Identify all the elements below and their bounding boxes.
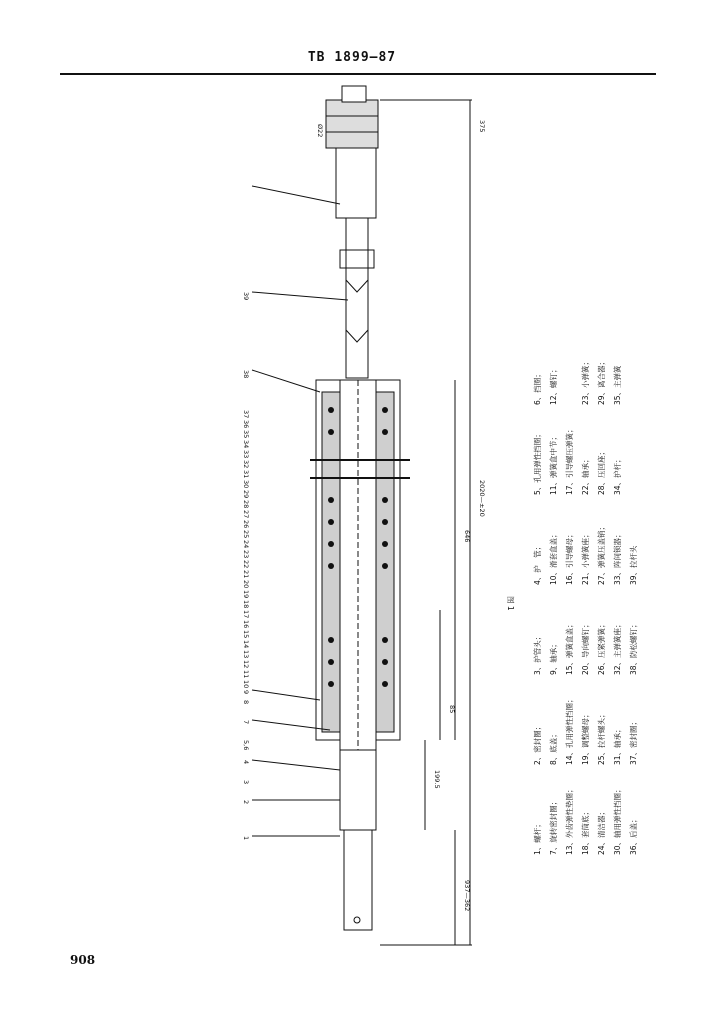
callout-38: 38: [242, 370, 250, 379]
legend-item: 37、密封圈；: [629, 717, 638, 765]
legend-item: 30、轴用弹性挡圈；: [613, 785, 622, 855]
callout-21: 21: [242, 570, 250, 579]
legend-item: 29、离合器；: [597, 357, 606, 405]
callout-10: 10: [242, 680, 250, 689]
legend-item: 11、弹簧盒中节；: [549, 432, 558, 495]
legend-item: 32、主弹簧座；: [613, 620, 622, 675]
callout-30: 30: [242, 480, 250, 489]
legend-item: 20、导向螺钉；: [581, 620, 590, 675]
callout-23: 23: [242, 550, 250, 559]
callout-5,6: 5,6: [242, 740, 250, 751]
callout-20: 20: [242, 580, 250, 589]
callout-1: 1: [242, 836, 250, 841]
callout-39: 39: [242, 292, 250, 301]
callout-32: 32: [242, 460, 250, 469]
figure-title: 图 1: [506, 596, 515, 611]
callout-28: 28: [242, 500, 250, 509]
legend-item: 9、轴承；: [549, 640, 558, 675]
legend-item: 34、护杆；: [613, 455, 622, 495]
legend-item: 3、护管头；: [533, 632, 542, 675]
dim-646: 646: [463, 530, 471, 543]
legend-item: 17、引导螺压弹簧；: [565, 425, 574, 495]
callout-12: 12: [242, 660, 250, 669]
dim-total: 2020—±20: [478, 480, 486, 517]
legend-item: 38、防松螺钉；: [629, 620, 638, 675]
callout-35: 35: [242, 430, 250, 439]
legend-item: 16、引导螺母；: [565, 530, 574, 585]
callout-2: 2: [242, 800, 250, 805]
legend-item: 15、弹簧盒盖；: [565, 620, 574, 675]
legend-item: 10、滑套盒盖；: [549, 530, 558, 585]
legend-item: 23、小弹簧；: [581, 357, 590, 405]
callout-13: 13: [242, 650, 250, 659]
callout-34: 34: [242, 440, 250, 449]
callout-16: 16: [242, 620, 250, 629]
dim-375: 375: [478, 120, 486, 133]
callout-19: 19: [242, 590, 250, 599]
legend-item: 33、阵间锁器；: [613, 530, 622, 585]
legend-item: 13、外齿弹性垫圈；: [565, 785, 574, 855]
legend-item: 24、清洁器；: [597, 807, 606, 855]
callout-22: 22: [242, 560, 250, 569]
dim-dia22: Ø22: [316, 124, 324, 138]
lower-rod: [340, 750, 376, 830]
legend-item: 12、螺钉；: [549, 365, 558, 405]
callout-25: 25: [242, 530, 250, 539]
legend-item: 27、弹簧压盖销；: [597, 522, 606, 585]
callout-36: 36: [242, 420, 250, 429]
legend-item: 35、主弹簧: [613, 365, 622, 405]
callout-3: 3: [242, 780, 250, 785]
standard-number-header: TB 1899—87: [307, 50, 397, 65]
callout-8: 8: [242, 700, 250, 705]
dim-199: 199.5: [433, 770, 441, 789]
callout-4: 4: [242, 760, 250, 765]
legend-item: 22、轴承；: [581, 455, 590, 495]
callout-17: 17: [242, 610, 250, 619]
callout-26: 26: [242, 520, 250, 529]
callout-15: 15: [242, 630, 250, 639]
dim-85: 85: [448, 705, 456, 714]
callout-31: 31: [242, 470, 250, 479]
part-callouts: [242, 292, 250, 840]
legend-item: 4、护 管；: [533, 542, 542, 585]
callout-14: 14: [242, 640, 250, 649]
legend-item: 18、套筒底；: [581, 807, 590, 855]
callout-11: 11: [242, 670, 250, 679]
legend-item: 5、孔用弹性挡圈；: [533, 430, 542, 495]
legend-item: 6、挡圈；: [533, 370, 542, 405]
legend-item: 2、密封圈；: [533, 722, 542, 765]
legend-item: 36、后盖；: [629, 815, 638, 855]
callout-33: 33: [242, 450, 250, 459]
page-number: 908: [70, 953, 96, 967]
upper-rod: [336, 148, 376, 218]
callout-24: 24: [242, 540, 250, 549]
top-clevis: [326, 100, 378, 148]
legend-item: 28、压回座；: [597, 447, 606, 495]
parts-legend: [532, 358, 638, 855]
callout-7: 7: [242, 720, 250, 725]
dim-bottom: 937—362: [463, 880, 471, 912]
legend-item: 7、旋转密封圈；: [549, 797, 558, 855]
callout-18: 18: [242, 600, 250, 609]
legend-item: 19、调整螺母；: [581, 710, 590, 765]
callout-27: 27: [242, 510, 250, 519]
callout-37: 37: [242, 410, 250, 419]
legend-item: 25、拉杆螺头；: [597, 710, 606, 765]
legend-item: 26、压紧弹簧；: [597, 620, 606, 675]
legend-item: 14、孔用弹性挡圈；: [565, 695, 574, 765]
legend-item: 8、底盖；: [549, 730, 558, 765]
legend-item: 1、螺杆；: [533, 820, 542, 855]
legend-item: 39、拉杆头: [629, 545, 638, 585]
legend-item: 31、轴承；: [613, 725, 622, 765]
legend-item: 21、小弹簧座；: [581, 530, 590, 585]
callout-29: 29: [242, 490, 250, 499]
callout-9: 9: [242, 690, 250, 695]
